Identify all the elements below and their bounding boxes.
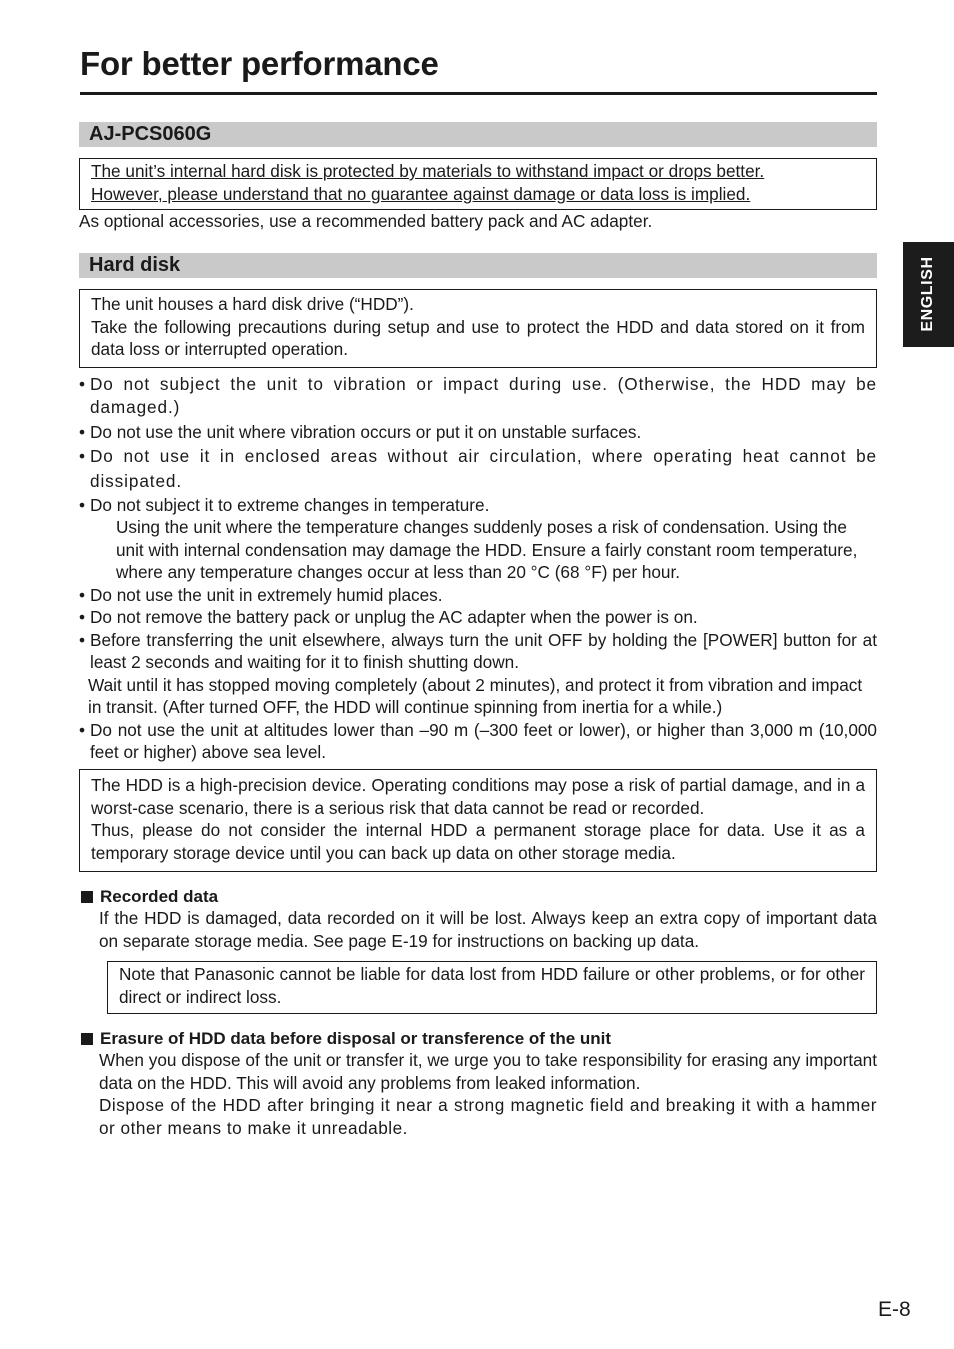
precaution-item: • Do not subject it to extreme changes in temperature.: [79, 494, 877, 517]
accessories-text: As optional accessories, use a recommended battery pack and AC adapter.: [79, 211, 653, 231]
temperature-note: Using the unit where the temperature changes suddenly poses a risk of condensation. Using the unit with internal condensation may damage the HDD. Ensure a fairly constant room temperature, where any temperature changes occur at less than 20 °C (68 °F) per hour.: [116, 517, 858, 582]
precaution-item: • Do not use the unit in extremely humid places.: [79, 584, 877, 607]
square-bullet-icon: [81, 891, 93, 903]
hdd-warning-box: [79, 769, 877, 872]
language-tab: [903, 242, 954, 347]
liability-note-box: [107, 961, 877, 1014]
recorded-data-body: If the HDD is damaged, data recorded on it will be lost. Always keep an extra copy of important data on separate storage media. See page E-19 for instructions on backing up data.: [99, 908, 877, 951]
notice-line-1: The unit’s internal hard disk is protected by materials to withstand impact or drops better.: [91, 161, 765, 181]
section-heading-model: AJ-PCS060G: [79, 122, 877, 147]
precaution-item: • Do not remove the battery pack or unplug the AC adapter when the power is on.: [79, 606, 877, 629]
section-heading-hard-disk: Hard disk: [79, 253, 877, 278]
erasure-body-2: Dispose of the HDD after bringing it near a strong magnetic field and breaking it with a hammer or other means to make it unreadable.: [99, 1095, 877, 1138]
precaution-item: • Do not use the unit where vibration occurs or put it on unstable surfaces.: [79, 421, 877, 444]
page-title: For better performance: [80, 44, 877, 95]
precaution-item: • Before transferring the unit elsewhere, always turn the unit OFF by holding the [POWER] button for at least 2 seconds and waiting for it to finish shutting down.: [79, 629, 877, 674]
recorded-data-heading: [81, 886, 877, 908]
hdd-intro-line-2: Take the following precautions during setup and use to protect the HDD and data stored on it from data loss or interrupted operation.: [91, 316, 865, 359]
precaution-item: • Do not use the unit at altitudes lower than –90 m (–300 feet or lower), or higher than 3,000 m (10,000 feet or higher) above sea level.: [79, 719, 877, 764]
hdd-warning-line-1: The HDD is a high-precision device. Operating conditions may pose a risk of partial damage, and in a worst-case scenario, there is a serious risk that data cannot be read or recorded.: [91, 775, 865, 818]
erasure-heading: [81, 1028, 877, 1050]
recorded-data-heading-text: Recorded data: [100, 887, 219, 906]
precautions-list: [79, 373, 877, 764]
notice-box: [79, 158, 877, 210]
language-tab-label: ENGLISH: [918, 256, 936, 332]
hdd-intro-box: [79, 289, 877, 368]
precaution-item: • Do not use it in enclosed areas without air circulation, where operating heat cannot be dissipated.: [79, 444, 877, 494]
hdd-warning-line-2: Thus, please do not consider the internal HDD a permanent storage place for data. Use it as a temporary storage device until you can back up data on other storage media.: [91, 820, 865, 863]
erasure-body-1: When you dispose of the unit or transfer it, we urge you to take responsibility for erasing any important data on the HDD. This will avoid any problems from leaked information.: [99, 1050, 877, 1093]
liability-note: Note that Panasonic cannot be liable for data lost from HDD failure or other problems, or for other direct or indirect loss.: [119, 964, 865, 1007]
hdd-intro-line-1: The unit houses a hard disk drive (“HDD”).: [91, 294, 414, 314]
square-bullet-icon: [81, 1033, 93, 1045]
erasure-heading-text: Erasure of HDD data before disposal or transference of the unit: [100, 1029, 612, 1048]
page-number: E-8: [878, 1298, 911, 1321]
precaution-item: • Do not subject the unit to vibration or impact during use. (Otherwise, the HDD may be damaged.): [79, 373, 877, 418]
transfer-note: Wait until it has stopped moving completely (about 2 minutes), and protect it from vibration and impact in transit. (After turned OFF, the HDD will continue spinning from inertia for a while.): [88, 674, 863, 717]
notice-line-2: However, please understand that no guarantee against damage or data loss is implied.: [91, 183, 751, 204]
